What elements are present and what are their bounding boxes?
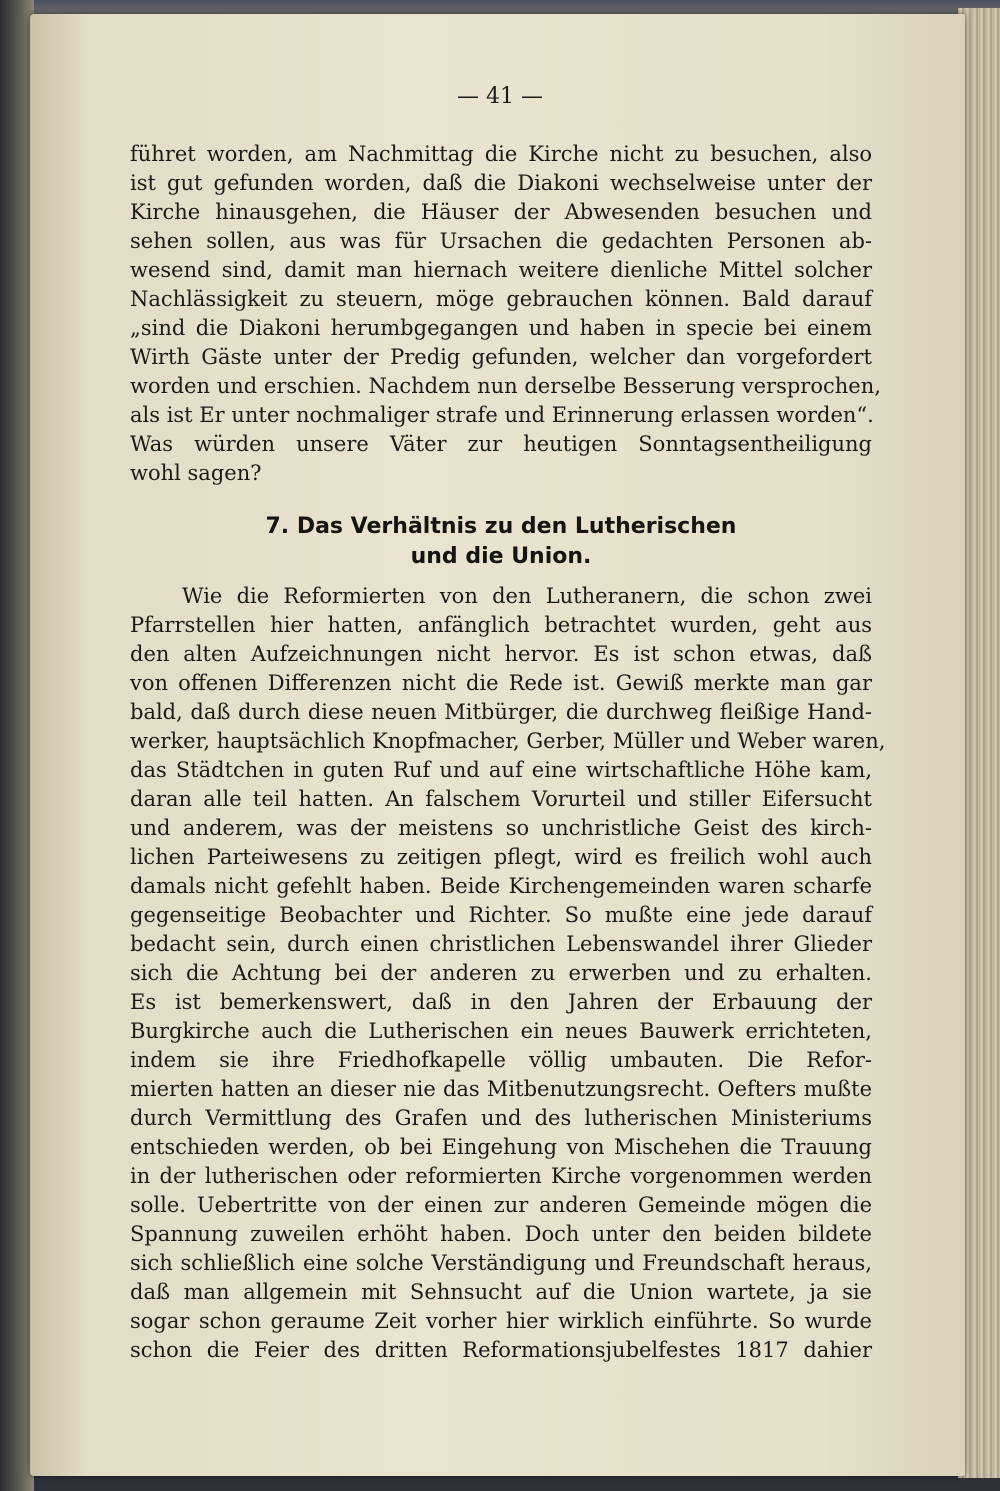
text-line: das Städtchen in guten Ruf und auf eine wirtschaftliche Höhe kam, [130, 758, 872, 782]
text-line: von offenen Differenzen nicht die Rede ist. Gewiß merkte man gar [130, 671, 872, 695]
paragraph-2 [130, 582, 886, 1365]
text-line: Wie die Reformierten von den Lutheranern, die schon zwei [182, 584, 872, 608]
book-binding [0, 0, 34, 1491]
text-line: mierten hatten an dieser nie das Mitbenutzungsrecht. Oefters mußte [130, 1077, 872, 1101]
text-line: wesend sind, damit man hiernach weitere dienliche Mittel solcher [130, 258, 872, 282]
text-line: Was würden unsere Väter zur heutigen Sonntagsentheiligung [130, 432, 872, 456]
text-line: bald, daß durch diese neuen Mitbürger, die durchweg fleißige Hand- [130, 700, 872, 724]
text-line: „sind die Diakoni herumbgegangen und haben in specie bei einem [130, 316, 872, 340]
text-line: sehen sollen, aus was für Ursachen die gedachten Personen ab- [130, 229, 872, 253]
text-line: wohl sagen? [130, 461, 262, 485]
paragraph-1 [130, 140, 881, 488]
text-line: daran alle teil hatten. An falschem Vorurteil und stiller Eifersucht [130, 787, 872, 811]
text-line: entschieden werden, ob bei Eingehung von Mischehen die Trauung [130, 1135, 872, 1159]
text-line: schon die Feier des dritten Reformationsjubelfestes 1817 dahier [130, 1338, 872, 1362]
heading-line-2: und die Union. [410, 544, 592, 569]
text-line: sogar schon geraume Zeit vorher hier wirklich einführte. So wurde [130, 1309, 872, 1333]
text-line: als ist Er unter nochmaliger strafe und Erinnerung erlassen worden“. [130, 403, 874, 427]
text-line: und anderem, was der meistens so unchristliche Geist des kirch- [130, 816, 872, 840]
section-heading [130, 512, 872, 572]
text-line: durch Vermittlung des Grafen und des lutherischen Ministeriums [130, 1106, 872, 1130]
text-line: Pfarrstellen hier hatten, anfänglich betrachtet wurden, geht aus [130, 613, 872, 637]
text-line: Wirth Gäste unter der Predig gefunden, welcher dan vorgefordert [130, 345, 872, 369]
text-line: Nachlässigkeit zu steuern, möge gebrauchen können. Bald darauf [130, 287, 872, 311]
text-line: ist gut gefunden worden, daß die Diakoni wechselweise unter der [130, 171, 872, 195]
text-line: führet worden, am Nachmittag die Kirche nicht zu besuchen, also [130, 142, 872, 166]
text-line: lichen Parteiwesens zu zeitigen pflegt, wird es freilich wohl auch [130, 845, 872, 869]
text-line: sich die Achtung bei der anderen zu erwerben und zu erhalten. [130, 961, 872, 985]
text-line: Es ist bemerkenswert, daß in den Jahren der Erbauung der [130, 990, 872, 1014]
text-line: indem sie ihre Friedhofkapelle völlig umbauten. Die Refor- [130, 1048, 872, 1072]
text-line: Spannung zuweilen erhöht haben. Doch unter den beiden bildete [130, 1222, 872, 1246]
body-text [130, 140, 886, 1365]
text-line: Kirche hinausgehen, die Häuser der Abwesenden besuchen und [130, 200, 872, 224]
text-line: den alten Aufzeichnungen nicht hervor. Es ist schon etwas, daß [130, 642, 872, 666]
text-line: sich schließlich eine solche Verständigung und Freundschaft heraus, [130, 1251, 872, 1275]
text-line: damals nicht gefehlt haben. Beide Kirchengemeinden waren scharfe [130, 874, 872, 898]
text-line: worden und erschien. Nachdem nun derselbe Besserung versprochen, [130, 374, 881, 398]
text-line: Burgkirche auch die Lutherischen ein neues Bauwerk errichteten, [130, 1019, 872, 1043]
heading-line-1: 7. Das Verhältnis zu den Lutherischen [265, 514, 737, 539]
text-line: solle. Uebertritte von der einen zur anderen Gemeinde mögen die [130, 1193, 872, 1217]
page-number: — 41 — [457, 84, 543, 109]
text-line: bedacht sein, durch einen christlichen Lebenswandel ihrer Glieder [130, 932, 872, 956]
text-line: in der lutherischen oder reformierten Kirche vorgenommen werden [130, 1164, 872, 1188]
text-line: werker, hauptsächlich Knopfmacher, Gerber, Müller und Weber waren, [130, 729, 886, 753]
text-line: gegenseitige Beobachter und Richter. So mußte eine jede darauf [130, 903, 872, 927]
text-line: daß man allgemein mit Sehnsucht auf die Union wartete, ja sie [130, 1280, 872, 1304]
